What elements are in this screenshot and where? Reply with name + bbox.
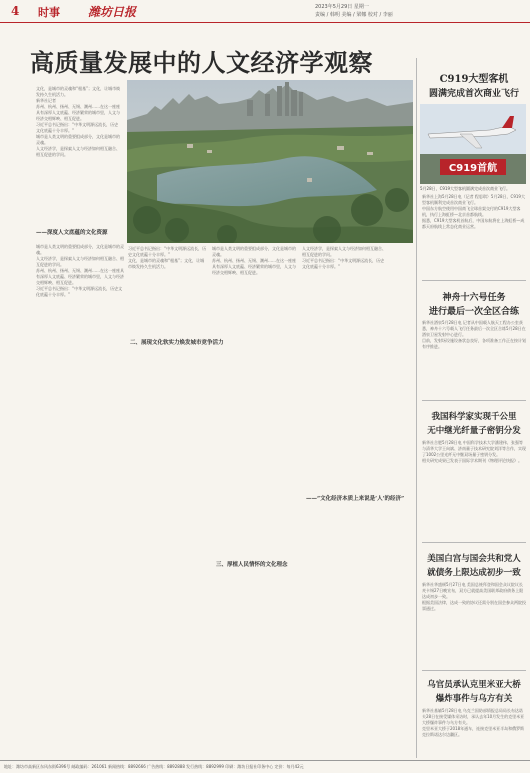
article-column	[212, 246, 298, 752]
city-aerial-photo	[127, 80, 413, 243]
c919-photo	[420, 104, 526, 184]
story-separator	[422, 400, 526, 401]
article-column	[36, 86, 122, 206]
story-shenzhou-title-line2: 进行最后一次全区合练	[428, 307, 519, 317]
story-c919-title-line2: 圆满完成首次商业飞行	[428, 89, 519, 99]
article-paragraph: 苏州、杭州、扬州、无锡、潮州……在这一座座具有深厚人文底蕴、经济繁荣的城市里，人文与经济交相辉映、相互促进。	[36, 104, 120, 121]
section-name: 时事	[38, 6, 60, 19]
story-debt-body	[422, 582, 526, 660]
story-crimea-body	[422, 708, 526, 756]
story-c919-title-line1: C919大型客机	[439, 74, 509, 85]
article-subhead: ——“文化经济本质上来说是‘人’的经济”	[306, 496, 405, 502]
story-crimea-title-line1: 乌官员承认克里米亚大桥	[427, 680, 521, 690]
c919-banner-text: C919首航	[448, 163, 498, 174]
article-paragraph: 苏州、杭州、扬州、无锡、潮州……在这一座座具有深厚人文底蕴、经济繁荣的城市里，人文与经济交相辉映、相互促进。	[212, 258, 296, 275]
article-paragraph: 城市是人类文明的重要组成部分，文化是城市的灵魂。	[212, 246, 296, 257]
story-separator	[422, 542, 526, 543]
article-paragraph: 习近平总书记指出：“中华文明源远流长，历史文化底蕴十分丰厚。”	[36, 286, 123, 297]
main-headline: 高质量发展中的人文经济学观察	[30, 48, 373, 77]
story-shenzhou-title-line1: 神舟十六号任务	[442, 293, 506, 303]
story-quantum-title-line1: 我国科学家实现千公里	[431, 412, 517, 422]
story-paragraph: 相关研究成果已发表于国际学术期刊《物理评论快报》。	[422, 458, 522, 463]
story-debt-title-line2: 就债务上限达成初步一致	[427, 568, 521, 578]
page-footer: 地址：潍坊市高新区东风东街6396号 邮政编码：261061 新闻热线：8892666 广告热线：8892888 发行热线：8892999 印刷：潍坊日报社印务中心 定价：每月42元	[0, 760, 530, 773]
article-paragraph: 习近平总书记指出：“中华文明源远流长，历史文化底蕴十分丰厚。”	[302, 258, 385, 269]
story-c919-body	[422, 194, 526, 254]
story-paragraph: 克里米亚大桥于2018年通车，连接克里米亚半岛和俄罗斯克拉斯诺达尔边疆区。	[422, 726, 525, 737]
story-paragraph: 据悉，C919大型客机首航后，中国东航将在上海虹桥—成都天府航线上常态化商业运营。	[422, 218, 525, 229]
article-paragraph: 人文经济学，是探索人文与经济如何相互融合、相互促进的学问。	[302, 246, 386, 257]
story-paragraph: 目前，发射场设施设备状态良好，各项准备工作正在按计划有序推进。	[422, 338, 526, 349]
story-quantum-title-line2: 无中继光纤量子密钥分发	[427, 426, 521, 436]
date-line: 2023年5月29日 星期一	[315, 4, 369, 10]
story-shenzhou-body	[422, 320, 526, 392]
article-paragraph: 习近平总书记指出：“中华文明源远流长，历史文化底蕴十分丰厚。”	[128, 246, 207, 257]
article-column	[36, 244, 124, 752]
article-paragraph: 城市是人类文明的重要组成部分，文化是城市的灵魂。	[36, 244, 124, 255]
c919-caption: 5月28日，C919大型客机圆满完成首次商业飞行。	[420, 186, 511, 191]
story-separator	[422, 280, 526, 281]
article-paragraph: 习近平总书记指出：“中华文明源远流长，历史文化底蕴十分丰厚。”	[36, 122, 119, 133]
article-paragraph: 城市是人类文明的重要组成部分，文化是城市的灵魂。	[36, 134, 120, 145]
story-paragraph: 根据美国法律，达成一致的协议还需分别在国会参众两院投票通过。	[422, 600, 526, 611]
page-number: 4	[11, 4, 20, 18]
article-subhead: 三、厚植人民情怀的文化理念	[216, 562, 288, 568]
newspaper-logo: 潍坊日报	[88, 5, 137, 19]
sidebar-divider	[416, 58, 417, 758]
story-paragraph: 新华社华盛顿5月27日电 美国总统拜登和国会众议院议长麦卡锡27日晚宣布，双方已就提高美国联邦政府债务上限达成初步一致。	[422, 582, 524, 599]
story-crimea-title-line2: 爆炸事件与乌方有关	[435, 694, 513, 704]
article-subhead: ——深度人文底蕴的文化资源	[36, 230, 108, 236]
article-paragraph: 文化，是城市的灵魂和“根基”；文化，让城市焕发持久生机活力。	[128, 258, 205, 269]
story-quantum-body	[422, 440, 526, 520]
page-header	[0, 0, 530, 23]
article-paragraph: 人文经济学，是探索人文与经济如何相互融合、相互促进的学问。	[36, 256, 124, 267]
story-paragraph: 新华社基辅5月28日电 乌克兰国防部情报总局局长布达诺夫28日在接受媒体采访时，承认去年10月发生的克里米亚大桥爆炸事件与乌方有关。	[422, 708, 525, 725]
article-paragraph: 苏州、杭州、扬州、无锡、潮州……在这一座座具有深厚人文底蕴、经济繁荣的城市里，人文与经济交相辉映、相互促进。	[36, 268, 124, 285]
article-subhead: 二、展现文化软实力焕发城市竞争活力	[130, 340, 224, 346]
article-column	[128, 246, 208, 752]
story-separator	[422, 670, 526, 671]
story-paragraph: 新华社上海5月28日电（记者 程思琪）5月28日，C919大型客机顺利完成首次商业飞行。	[422, 194, 525, 205]
story-debt-title-line1: 美国白宫与国会共和党人	[427, 554, 521, 564]
article-paragraph: 文化，是城市的灵魂和“根基”；文化，让城市焕发持久生机活力。	[36, 86, 121, 97]
article-byline: 新华社记者	[36, 98, 56, 103]
story-paragraph: 新华社合肥5月28日电 中国科学技术大学潘建伟、张强等与清华大学王向斌、济南量子技术研究院刘洋等合作，实现了1002公里光纤无中继双场量子密钥分发。	[422, 440, 526, 457]
story-paragraph: 中国东方航空使用中国商飞全球首架交付的C919大型客机，执行上海虹桥—北京首都航线。	[422, 206, 521, 217]
story-paragraph: 新华社酒泉5月28日电 记者从中国载人航天工程办公室获悉，神舟十六号载人飞行任务最后一次全区合练5月28日在酒泉卫星发射中心进行。	[422, 320, 526, 337]
editor-line: 责编 / 韩明 美编 / 梁娜 校对 / 李丽	[315, 12, 393, 18]
article-paragraph: 人文经济学，是探索人文与经济如何相互融合、相互促进的学问。	[36, 146, 120, 157]
